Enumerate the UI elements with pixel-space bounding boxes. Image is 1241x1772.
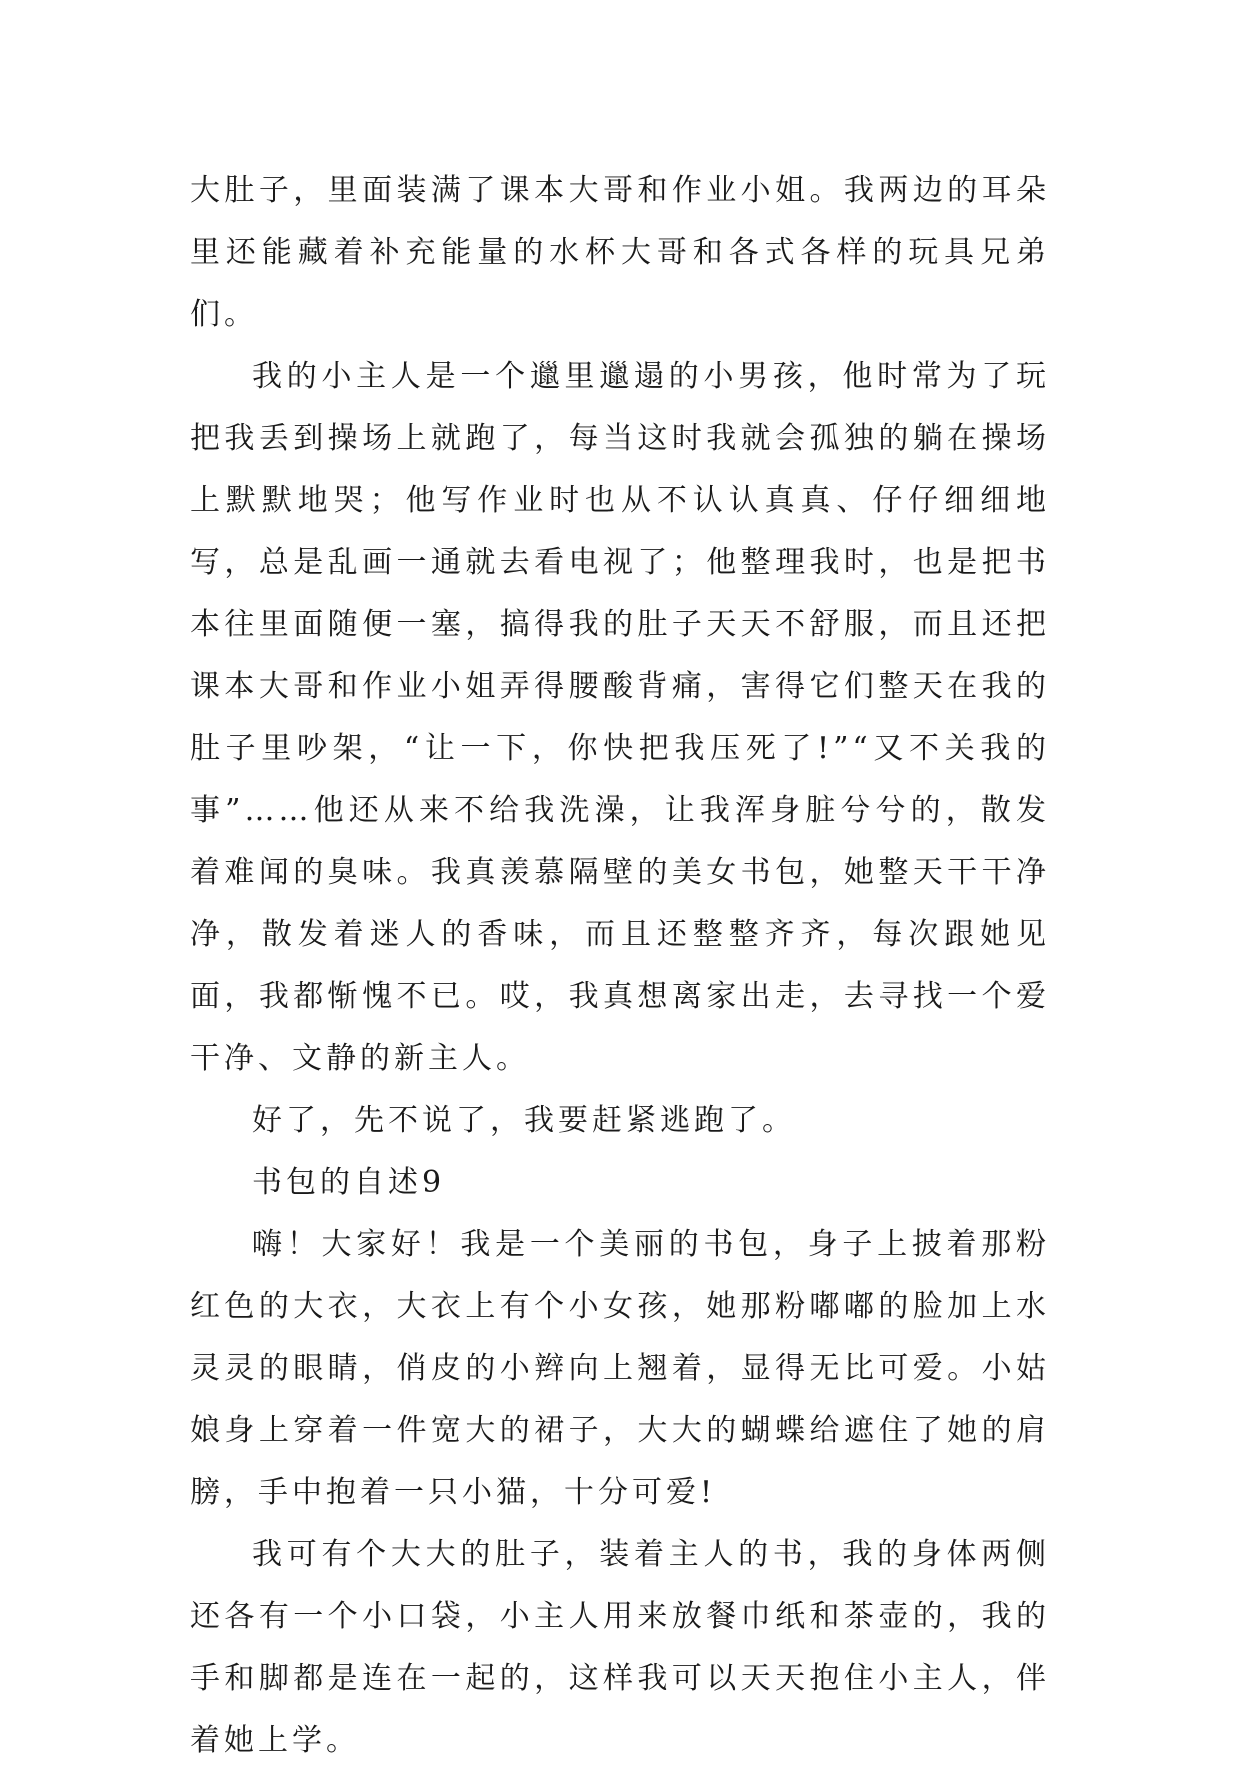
paragraph-beautiful-bag: 嗨！大家好！我是一个美丽的书包，身子上披着那粉红色的大衣，大衣上有个小女孩，她那粉嘟嘟的脸加上水灵灵的眼睛，俏皮的小辫向上翘着，显得无比可爱。小姑娘身上穿着一件宽大的裙子，大大的蝴蝶给遮住了她的肩膀，手中抱着一只小猫，十分可爱! <box>190 1227 1050 1510</box>
paragraph-run-away: 好了，先不说了，我要赶紧逃跑了。 <box>252 1103 796 1138</box>
document-page <box>190 160 1050 1772</box>
paragraph-continuation: 大肚子，里面装满了课本大哥和作业小姐。我两边的耳朵里还能藏着补充能量的水杯大哥和各式各样的玩具兄弟们。 <box>190 173 1050 332</box>
paragraph-big-belly: 我可有个大大的肚子，装着主人的书，我的身体两侧还各有一个小口袋，小主人用来放餐巾纸和茶壶的，我的手和脚都是连在一起的，这样我可以天天抱住小主人，伴着她上学。 <box>190 1537 1050 1758</box>
section-heading: 书包的自述9 <box>252 1165 446 1200</box>
paragraph-messy-owner: 我的小主人是一个邋里邋遢的小男孩，他时常为了玩把我丢到操场上就跑了，每当这时我就会孤独的躺在操场上默默地哭；他写作业时也从不认认真真、仔仔细细地写，总是乱画一通就去看电视了；他整理我时，也是把书本往里面随便一塞，搞得我的肚子天天不舒服，而且还把课本大哥和作业小姐弄得腰酸背痛，害得它们整天在我的肚子里吵架，“让一下，你快把我压死了!”“又不关我的事”……他还从来不给我洗澡，让我浑身脏兮兮的，散发着难闻的臭味。我真羡慕隔壁的美女书包，她整天干干净净，散发着迷人的香味，而且还整整齐齐，每次跟她见面，我都惭愧不已。哎，我真想离家出走，去寻找一个爱干净、文静的新主人。 <box>190 359 1050 1076</box>
